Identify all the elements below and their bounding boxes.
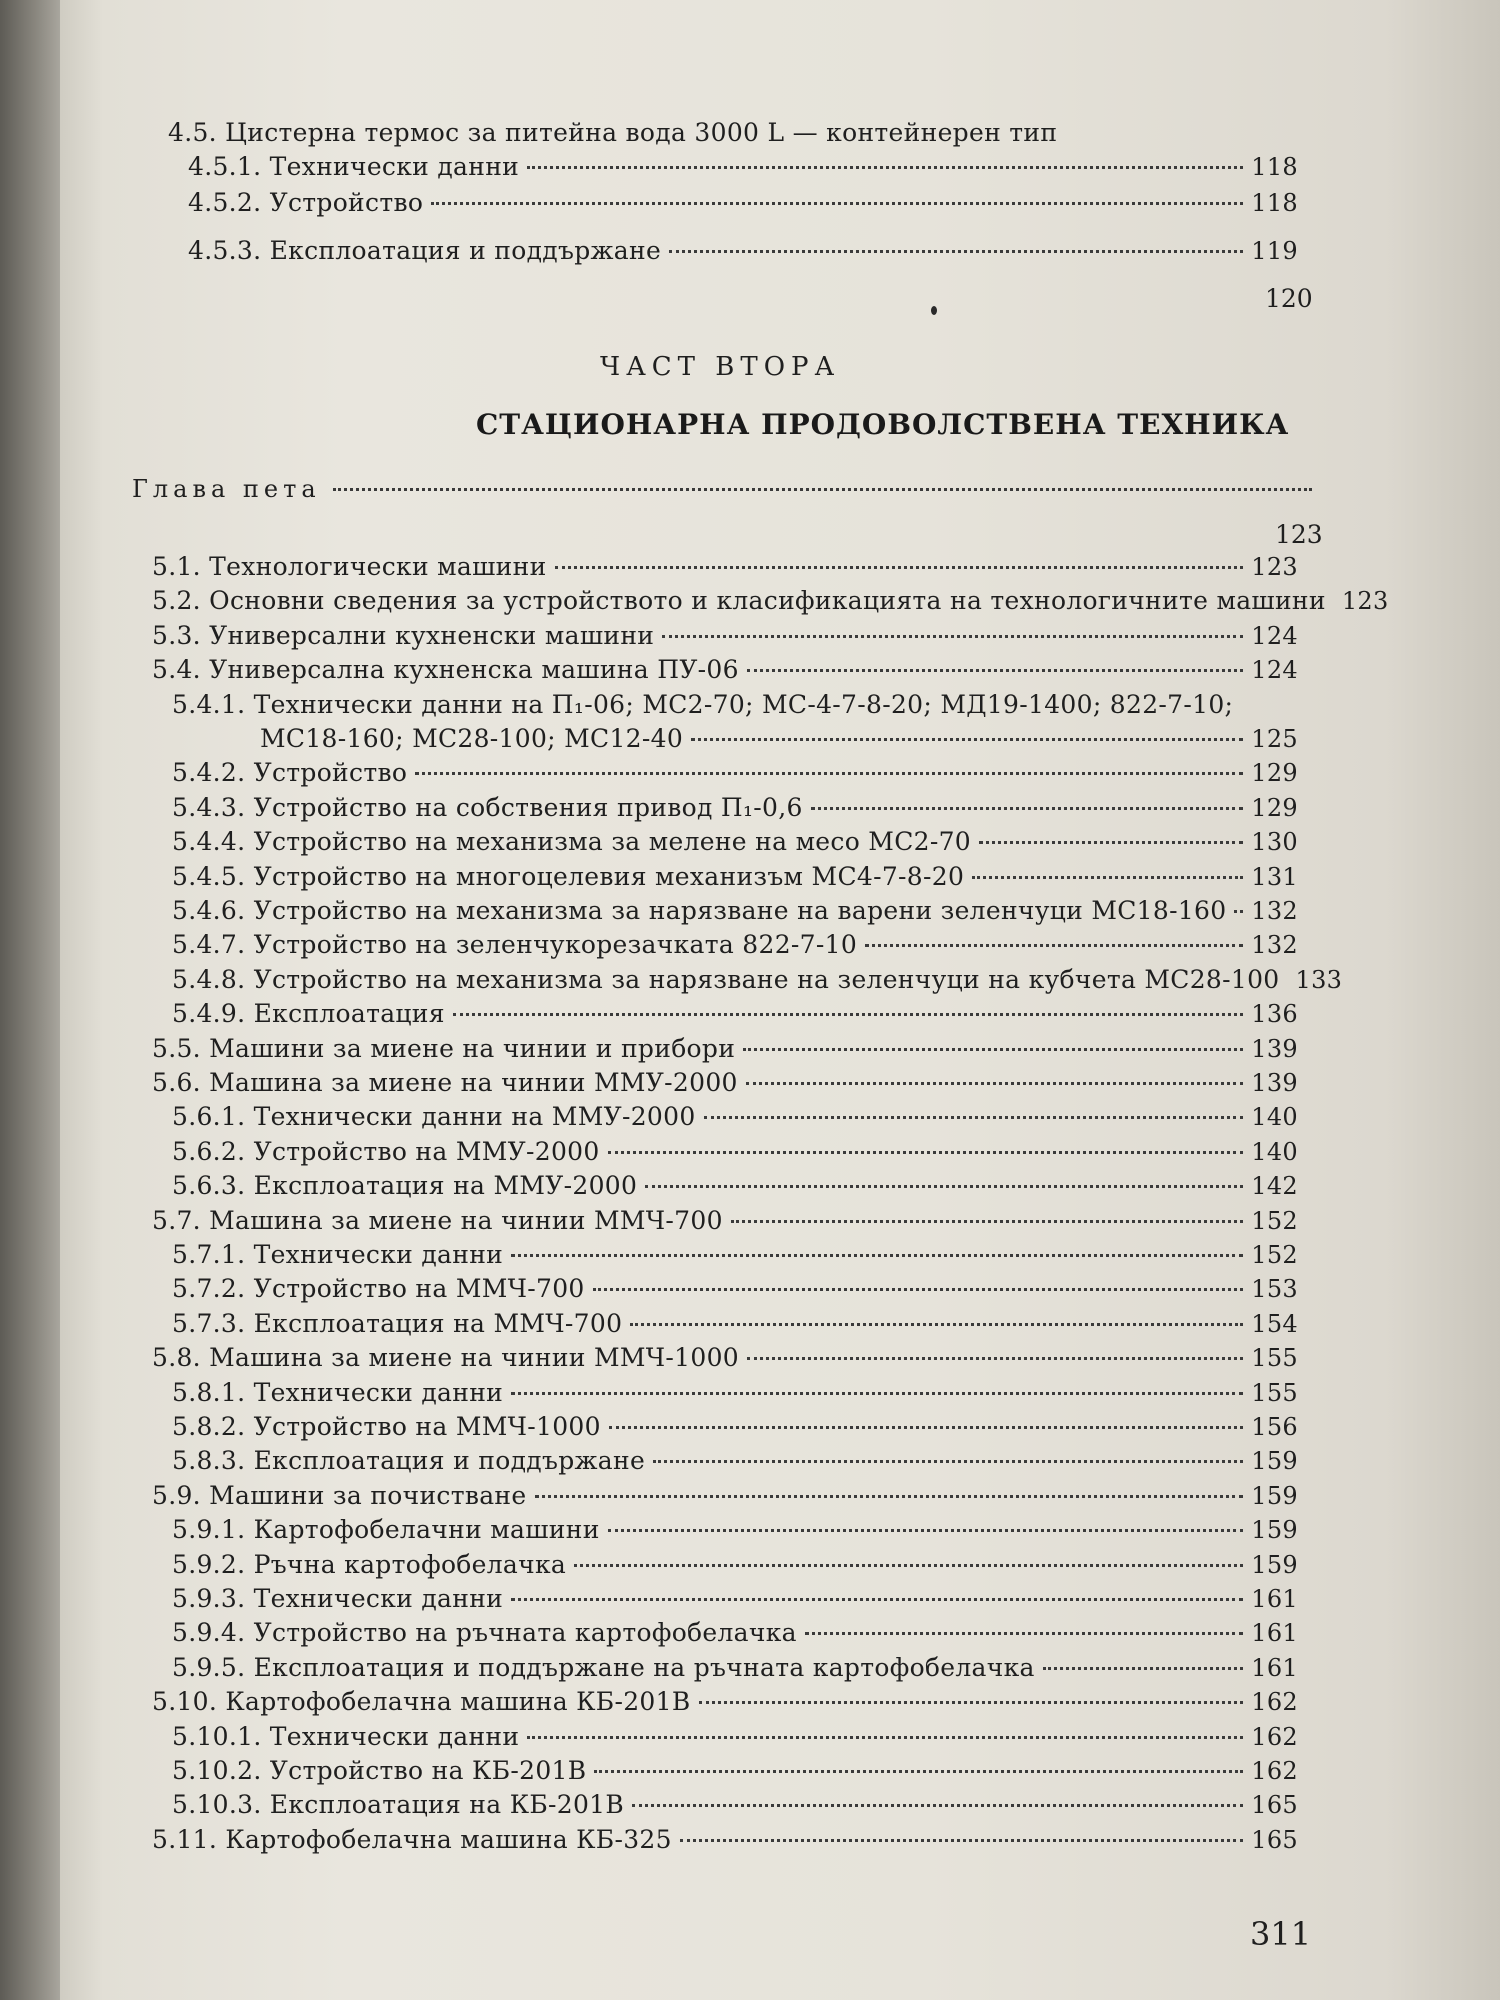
- toc-entry-label: 5.6.1. Технически данни на ММУ-2000: [172, 1102, 696, 1131]
- toc-entry-4-5-1: [188, 152, 1298, 181]
- toc-entry-page: 130: [1251, 828, 1298, 856]
- ink-dot: [931, 306, 937, 315]
- toc-entry-page: 131: [1251, 863, 1298, 891]
- toc-entry-label: 5.4.5. Устройство на многоцелевия механизъм МС4-7-8-20: [172, 862, 965, 891]
- toc-entry: [152, 1068, 1298, 1097]
- toc-leader-dots: [811, 807, 1244, 810]
- toc-entry-page: 162: [1251, 1688, 1298, 1716]
- toc-entry-label: 5.9.3. Технически данни: [172, 1584, 504, 1613]
- toc-entry-page: 129: [1251, 794, 1298, 822]
- toc-entry-label: 5.4.9. Експлоатация: [172, 999, 445, 1028]
- toc-leader-dots: [594, 1770, 1243, 1773]
- toc-leader-dots: [527, 1736, 1243, 1739]
- toc-entry-page: 156: [1251, 1413, 1298, 1441]
- toc-leader-dots: [1241, 704, 1290, 707]
- toc-entry-page: 140: [1251, 1138, 1298, 1166]
- toc-entry: [152, 1343, 1298, 1372]
- toc-entry-label: 5.1. Технологически машини: [152, 552, 547, 581]
- toc-entry-page: 159: [1251, 1551, 1298, 1579]
- section-title: СТАЦИОНАРНА ПРОДОВОЛСТВЕНА ТЕХНИКА: [476, 408, 1290, 441]
- toc-entry-label: 5.7.1. Технически данни: [172, 1240, 504, 1269]
- toc-leader-dots: [1234, 910, 1243, 913]
- toc-entry-label: 4.5.2. Устройство: [188, 188, 424, 217]
- toc-entry: [172, 1171, 1298, 1200]
- toc-entry-page: 161: [1251, 1654, 1298, 1682]
- toc-entry-label: 5.4.1. Технически данни на П₁-06; МС2-70; МС-4-7-8-20; МД19-1400; 822-7-10;: [172, 690, 1234, 719]
- page-folio: 311: [1250, 1915, 1312, 1953]
- toc-entry-label: 5.5. Машини за миене на чинии и прибори: [152, 1034, 736, 1063]
- toc-entry-label: 5.4.3. Устройство на собствения привод П₁-0,6: [172, 793, 803, 822]
- toc-leader-dots: [415, 772, 1243, 775]
- toc-entry-label: 5.2. Основни сведения за устройството и класификацията на технологичните машини: [152, 586, 1326, 615]
- toc-entry-page: 161: [1251, 1619, 1298, 1647]
- toc-entry-page: 123: [1251, 553, 1298, 581]
- toc-entry: [152, 621, 1298, 650]
- toc-entry: [152, 1481, 1298, 1510]
- toc-entry-page: 154: [1251, 1310, 1298, 1338]
- toc-entry-page: 124: [1251, 656, 1298, 684]
- toc-entry-page: 159: [1251, 1482, 1298, 1510]
- toc-entry: [172, 793, 1298, 822]
- toc-leader-dots: [805, 1632, 1243, 1635]
- toc-entry: [172, 1274, 1298, 1303]
- toc-entry-label: МС18-160; МС28-100; МС12-40: [260, 724, 684, 753]
- toc-entry: [172, 1618, 1298, 1647]
- toc-entry: [172, 690, 1298, 719]
- toc-entry-page: 153: [1251, 1275, 1298, 1303]
- toc-leader-dots: [979, 841, 1243, 844]
- toc-entry: [152, 1034, 1298, 1063]
- toc-leader-dots: [574, 1564, 1243, 1567]
- toc-entry: [172, 930, 1298, 959]
- toc-entry-page: 159: [1251, 1447, 1298, 1475]
- toc-entry-label: 5.3. Универсални кухненски машини: [152, 621, 655, 650]
- toc-leader-dots: [645, 1185, 1243, 1188]
- toc-entry-4-5-2: [188, 188, 1298, 217]
- toc-entry-page: 162: [1251, 1723, 1298, 1751]
- toc-entry-label: 5.6.2. Устройство на ММУ-2000: [172, 1137, 600, 1166]
- toc-entry: [152, 586, 1389, 615]
- toc-entry: [172, 1515, 1298, 1544]
- toc-leader-dots: [1043, 1667, 1244, 1670]
- toc-entry-page: 139: [1251, 1035, 1298, 1063]
- toc-entry: [152, 552, 1298, 581]
- toc-leader-dots: [972, 876, 1243, 879]
- toc-entry-page: 118: [1251, 153, 1298, 181]
- toc-entry-label: 5.4.4. Устройство на механизма за мелене на месо МС2-70: [172, 827, 971, 856]
- toc-entry: [172, 1756, 1298, 1785]
- toc-entry-label: 5.4.7. Устройство на зеленчукорезачката 822-7-10: [172, 930, 858, 959]
- toc-entry: [172, 1102, 1298, 1131]
- toc-leader-dots: [632, 1804, 1243, 1807]
- toc-leader-dots: [535, 1495, 1244, 1498]
- toc-entry-label: 5.4.2. Устройство: [172, 758, 408, 787]
- toc-leader-dots: [731, 1220, 1243, 1223]
- chapter-label: Глава пета: [132, 475, 321, 503]
- toc-entry: [172, 827, 1298, 856]
- toc-leader-dots: [593, 1288, 1244, 1291]
- toc-entry: [172, 1446, 1298, 1475]
- toc-entry-4-5-3: [188, 236, 1298, 265]
- toc-entry-page: 119: [1251, 237, 1298, 265]
- toc-entry: [152, 1687, 1298, 1716]
- toc-entry: [172, 1790, 1298, 1819]
- toc-leader-dots: [527, 166, 1243, 169]
- toc-entry-label: 4.5. Цистерна термос за питейна вода 3000 L — контейнерен тип: [168, 118, 1058, 147]
- toc-leader-dots: [704, 1116, 1244, 1119]
- toc-entry-4-5: [168, 118, 1128, 147]
- toc-entry-label: 5.6.3. Експлоатация на ММУ-2000: [172, 1171, 638, 1200]
- toc-entry-label: 5.7.3. Експлоатация на ММЧ-700: [172, 1309, 623, 1338]
- toc-entry-page: 162: [1251, 1757, 1298, 1785]
- toc-entry: [172, 999, 1298, 1028]
- toc-entry-label: 5.8.2. Устройство на ММЧ-1000: [172, 1412, 601, 1441]
- toc-leader-dots: [431, 202, 1243, 205]
- toc-leader-dots: [453, 1013, 1243, 1016]
- toc-leader-dots: [555, 566, 1244, 569]
- stray-page-number: 120: [1265, 284, 1313, 313]
- toc-entry-page: 152: [1251, 1241, 1298, 1269]
- toc-entry-page: 124: [1251, 622, 1298, 650]
- toc-entry-page: 132: [1251, 897, 1298, 925]
- toc-leader-dots: [1065, 132, 1120, 135]
- toc-entry: [172, 758, 1298, 787]
- toc-entry-page: 136: [1251, 1000, 1298, 1028]
- toc-entry-label: 5.6. Машина за миене на чинии ММУ-2000: [152, 1068, 738, 1097]
- toc-entry: [172, 965, 1343, 994]
- toc-leader-dots: [865, 944, 1243, 947]
- toc-leader-dots: [669, 250, 1243, 253]
- toc-entry-page: 142: [1251, 1172, 1298, 1200]
- toc-leader-dots: [699, 1701, 1244, 1704]
- toc-leader-dots: [747, 669, 1243, 672]
- chapter-page: 123: [1275, 520, 1323, 549]
- toc-leader-dots: [653, 1460, 1243, 1463]
- toc-entry-page: 129: [1251, 759, 1298, 787]
- toc-entry-label: 5.10.1. Технически данни: [172, 1722, 520, 1751]
- toc-entry: [260, 724, 1298, 753]
- toc-entry-label: 5.4. Универсална кухненска машина ПУ-06: [152, 655, 739, 684]
- toc-leader-dots: [511, 1254, 1243, 1257]
- toc-leader-dots: [333, 488, 1312, 491]
- toc-leader-dots: [608, 1151, 1244, 1154]
- toc-entry: [172, 1722, 1298, 1751]
- toc-entry-page: 139: [1251, 1069, 1298, 1097]
- toc-entry-label: 5.10.3. Експлоатация на КБ-201В: [172, 1790, 625, 1819]
- toc-entry-page: 133: [1295, 966, 1343, 994]
- toc-entry-label: 5.9.1. Картофобелачни машини: [172, 1515, 600, 1544]
- toc-entry: [172, 1584, 1298, 1613]
- toc-entry: [172, 1550, 1298, 1579]
- toc-leader-dots: [662, 635, 1243, 638]
- toc-entry-label: 5.9.2. Ръчна картофобелачка: [172, 1550, 567, 1579]
- toc-entry-page: 132: [1251, 931, 1298, 959]
- toc-entry-label: 5.8.3. Експлоатация и поддържане: [172, 1446, 646, 1475]
- table-of-contents: [60, 0, 1500, 2000]
- toc-entry: [172, 862, 1298, 891]
- toc-entry-page: 155: [1251, 1379, 1298, 1407]
- toc-entry-label: 4.5.3. Експлоатация и поддържане: [188, 236, 662, 265]
- toc-leader-dots: [630, 1323, 1243, 1326]
- toc-leader-dots: [691, 738, 1243, 741]
- book-page: [60, 0, 1500, 2000]
- toc-entry-page: 118: [1251, 189, 1298, 217]
- toc-entry: [172, 1137, 1298, 1166]
- toc-entry-label: 5.10.2. Устройство на КБ-201В: [172, 1756, 587, 1785]
- toc-leader-dots: [746, 1082, 1244, 1085]
- toc-entry-page: 123: [1341, 587, 1389, 615]
- toc-entry: [172, 1653, 1298, 1682]
- toc-leader-dots: [680, 1839, 1243, 1842]
- toc-entry: [172, 896, 1298, 925]
- toc-entry-page: 155: [1251, 1344, 1298, 1372]
- toc-leader-dots: [511, 1392, 1243, 1395]
- toc-entry-label: 5.9.5. Експлоатация и поддържане на ръчната картофобелачка: [172, 1653, 1035, 1682]
- toc-leader-dots: [511, 1598, 1243, 1601]
- toc-entry: [152, 1825, 1298, 1854]
- toc-entry: [152, 655, 1298, 684]
- toc-entry-label: 5.9.4. Устройство на ръчната картофобелачка: [172, 1618, 797, 1647]
- toc-entry-label: 5.7.2. Устройство на ММЧ-700: [172, 1274, 585, 1303]
- toc-entry-page: 159: [1251, 1516, 1298, 1544]
- toc-leader-dots: [608, 1529, 1244, 1532]
- toc-leader-dots: [747, 1357, 1243, 1360]
- toc-entry-label: 5.8.1. Технически данни: [172, 1378, 504, 1407]
- toc-entry: [172, 1378, 1298, 1407]
- toc-entry-label: 5.4.8. Устройство на механизма за нарязване на зеленчуци на кубчета МС28-100: [172, 965, 1280, 994]
- toc-entry-page: 161: [1251, 1585, 1298, 1613]
- page-edge: [0, 0, 60, 2000]
- toc-entry-label: 5.8. Машина за миене на чинии ММЧ-1000: [152, 1343, 739, 1372]
- toc-entry-page: 165: [1251, 1791, 1298, 1819]
- toc-entry-page: 140: [1251, 1103, 1298, 1131]
- toc-leader-dots: [609, 1426, 1243, 1429]
- toc-entry: [172, 1309, 1298, 1338]
- toc-entry-label: 5.11. Картофобелачна машина КБ-325: [152, 1825, 672, 1854]
- toc-entry-page: 152: [1251, 1207, 1298, 1235]
- toc-entry-label: 5.9. Машини за почистване: [152, 1481, 527, 1510]
- toc-entry-page: 125: [1251, 725, 1298, 753]
- part-title: ЧАСТ ВТОРА: [600, 352, 841, 382]
- toc-entry: [152, 1206, 1298, 1235]
- toc-entry-label: 5.4.6. Устройство на механизма за нарязване на варени зеленчуци МС18-160: [172, 896, 1227, 925]
- toc-entry: [172, 1412, 1298, 1441]
- toc-leader-dots: [743, 1048, 1243, 1051]
- chapter-heading: [132, 475, 1312, 503]
- toc-entry-label: 4.5.1. Технически данни: [188, 152, 520, 181]
- toc-entry-label: 5.10. Картофобелачна машина КБ-201В: [152, 1687, 691, 1716]
- toc-entry: [172, 1240, 1298, 1269]
- toc-entry-label: 5.7. Машина за миене на чинии ММЧ-700: [152, 1206, 723, 1235]
- toc-entry-page: 165: [1251, 1826, 1298, 1854]
